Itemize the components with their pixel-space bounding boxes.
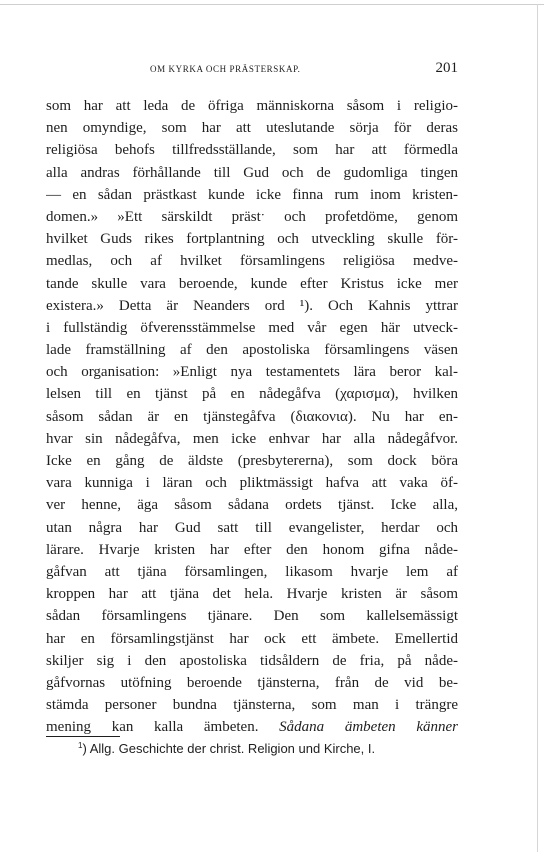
text-line: och organisation: »Enligt nya testamentets lära beror kal- — [46, 364, 458, 381]
page-right-edge — [537, 4, 538, 852]
text-line: gåfvan att tjäna församlingen, likasom hvarje lem af — [46, 563, 458, 580]
footnote-separator — [46, 736, 120, 737]
text-line: domen.» »Ett särskildt prästˑ och profetdöme, genom — [46, 208, 458, 225]
text-line: vara kunniga i läran och pliktmässigt hafva att vaka öf- — [46, 475, 458, 492]
text-line: gåfvornas utöfning beroende tjänsterna, från de vid be- — [46, 674, 458, 691]
text-line: sådan församlingens tjänare. Den som kallelsemässigt — [46, 608, 458, 625]
text-line: hvar sin nådegåfva, men icke enhvar har alla nådegåfvor. — [46, 430, 458, 447]
running-head-title: OM KYRKA OCH PRÄSTERSKAP. — [150, 64, 301, 74]
text-line: lärare. Hvarje kristen har efter den honom gifna nåde- — [46, 541, 458, 558]
text-line: existera.» Detta är Neanders ord ¹). Och Kahnis yttrar — [46, 297, 458, 314]
text-line: alla andras förhållande till Gud och de gudomliga tingen — [46, 164, 458, 181]
footnote-marker: 1 — [78, 741, 83, 750]
text-line: nen omyndige, som har att uteslutande sörja för deras — [46, 120, 458, 137]
text-line: — en sådan prästkast kunde icke finna rum inom kristen- — [46, 186, 458, 203]
text-line: som har att leda de öfriga människorna såsom i religio- — [46, 98, 458, 114]
text-line: lelsen till en tjänst på en nådegåfva (χαρισμα), hvilken — [46, 386, 458, 403]
text-line: har en församlingstjänst har ock ett ämbete. Emellertid — [46, 630, 458, 647]
page-top-edge — [0, 4, 544, 5]
last-line-plain: mening kan kalla ämbeten. — [46, 719, 259, 736]
last-line-italic: Sådana ämbeten känner — [279, 719, 458, 736]
text-line: Icke en gång de äldste (presbytererna), som dock böra — [46, 453, 458, 469]
text-line: utan några har Gud satt till evangelister, herdar och — [46, 519, 458, 536]
text-line: religiösa behofs tillfredsställande, som har att förmedla — [46, 142, 458, 159]
page-number: 201 — [435, 60, 458, 76]
text-line: i fullständig öfverensstämmelse med vår egen här utveck- — [46, 319, 458, 336]
footnote-text: Allg. Geschichte der christ. Religion und Kirche, I. — [89, 741, 376, 756]
text-line: stämda personer bundna tjänsterna, som man i trängre — [46, 697, 458, 714]
text-line: lade framställning af den apostoliska församlingens väsen — [46, 342, 458, 359]
text-line: hvilket Guds rikes fortplantning och utveckling skulle för- — [46, 231, 458, 248]
footnote-marker-paren: ) — [82, 741, 87, 756]
body-text — [46, 95, 458, 738]
text-line: tande skulle vara beroende, kunde efter Kristus icke mer — [46, 275, 458, 292]
text-line: skiljer sig i den apostoliska tidsåldern de fria, på nåde- — [46, 652, 458, 669]
text-line: ver henne, äga såsom sådana ordets tjänst. Icke alla, — [46, 497, 458, 514]
footnote — [78, 741, 375, 756]
text-line: medlas, och af hvilket församlingens religiösa medve- — [46, 253, 458, 270]
text-line: kroppen har att tjäna det hela. Hvarje kristen är såsom — [46, 586, 458, 603]
text-line: såsom sådan är en tjänstegåfva (διακονια). Nu har en- — [46, 408, 458, 425]
